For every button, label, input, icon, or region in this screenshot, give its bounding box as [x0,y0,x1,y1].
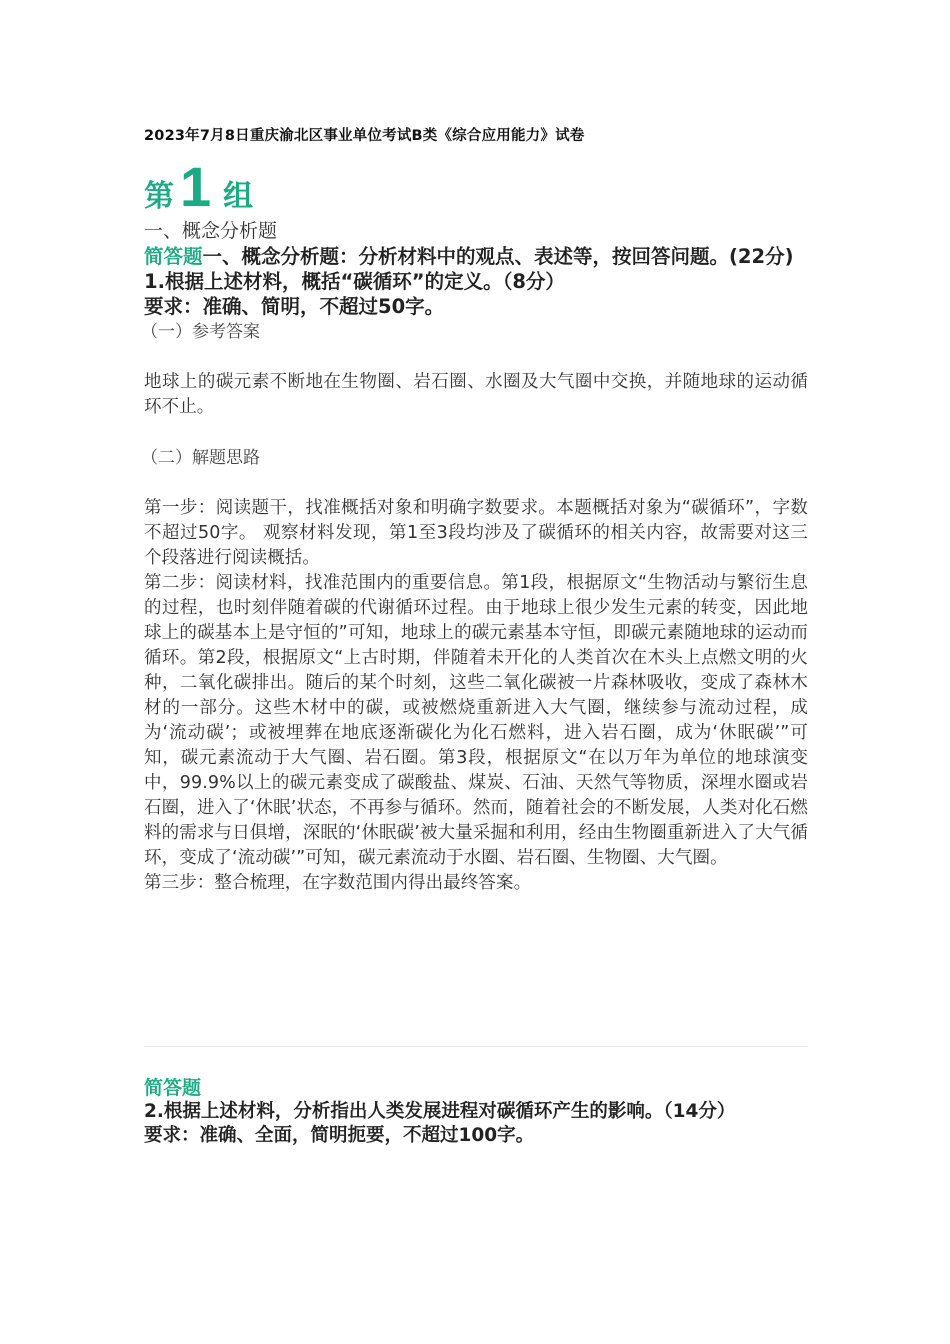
step-3: 第三步：整合梳理，在字数范围内得出最终答案。 [144,873,532,893]
group-heading-number: 1 [180,155,212,218]
step-1: 第一步：阅读题干，找准概括对象和明确字数要求。本题概括对象为“碳循环”，字数不超过50字。 观察材料发现，第1至3段均涉及了碳循环的相关内容，故需要对这三个段落进行阅读概括。 [144,498,808,568]
question-2-block [144,1076,808,1148]
document-title: 2023年7月8日重庆渝北区事业单位考试B类《综合应用能力》试卷 [144,128,585,144]
question-1-requirement: 要求：准确、简明，不超过50字。 [144,295,445,318]
section-title: 一、概念分析题 [144,220,278,242]
spacer [144,471,808,496]
question-divider [144,1046,808,1047]
group-heading-prefix: 第 [144,179,174,214]
answer-heading: （一）参考答案 [141,322,260,342]
group-heading-suffix: 组 [223,179,254,214]
spacer [144,420,808,445]
approach-heading: （二）解题思路 [141,448,260,468]
question-1-intro [144,244,808,269]
question-1-block [141,124,808,896]
question-1-intro-text: 一、概念分析题：分析材料中的观点、表述等，按回答问题。(22分) [202,245,794,268]
step-2: 第二步：阅读材料，找准范围内的重要信息。第1段，根据原文“生物活动与繁衍生息的过程，也时刻伴随着碳的代谢循环过程。由于地球上很少发生元素的转变，因此地球上的碳基本上是守恒的”可知，地球上的碳元素基本守恒，即碳元素随地球的运动而循环。第2段，根据原文“上古时期，伴随着未开化的人类首次在木头上点燃文明的火种，二氧化碳排出。随后的某个时刻，这些二氧化碳被一片森林吸收，变成了森林木材的一部分。这些木材中的碳，或被燃烧重新进入大气圈，继续参与流动过程，成为‘流动碳’；或被埋葬在地底逐渐碳化为化石燃料，进入岩石圈，成为‘休眠碳’”可知，碳元素流动于大气圈、岩石圈。第3段，根据原文“在以万年为单位的地球演变中，99.9%以上的碳元素变成了碳酸盐、煤炭、石油、天然气等物质，深埋水圈或岩石圈，进入了‘休眠’状态，不再参与循环。然而，随着社会的不断发展，人类对化石燃料的需求与日俱增，深眠的‘休眠碳’被大量采掘和利用，经由生物圈重新进入了大气循环，变成了‘流动碳’”可知，碳元素流动于水圈、岩石圈、生物圈、大气圈。 [144,573,808,868]
question-type-tag: 简答题 [144,245,203,268]
question-1-prompt: 1.根据上述材料，概括“碳循环”的定义。（8分） [144,270,565,293]
reference-answer: 地球上的碳元素不断地在生物圈、岩石圈、水圈及大气圈中交换，并随地球的运动循环不止。 [144,372,808,417]
question-2-requirement: 要求：准确、全面，简明扼要，不超过100字。 [144,1125,535,1146]
question-type-tag: 简答题 [144,1077,202,1099]
question-2-prompt: 2.根据上述材料，分析指出人类发展进程对碳循环产生的影响。（14分） [144,1101,736,1122]
group-heading [144,155,808,221]
spacer [144,345,808,370]
